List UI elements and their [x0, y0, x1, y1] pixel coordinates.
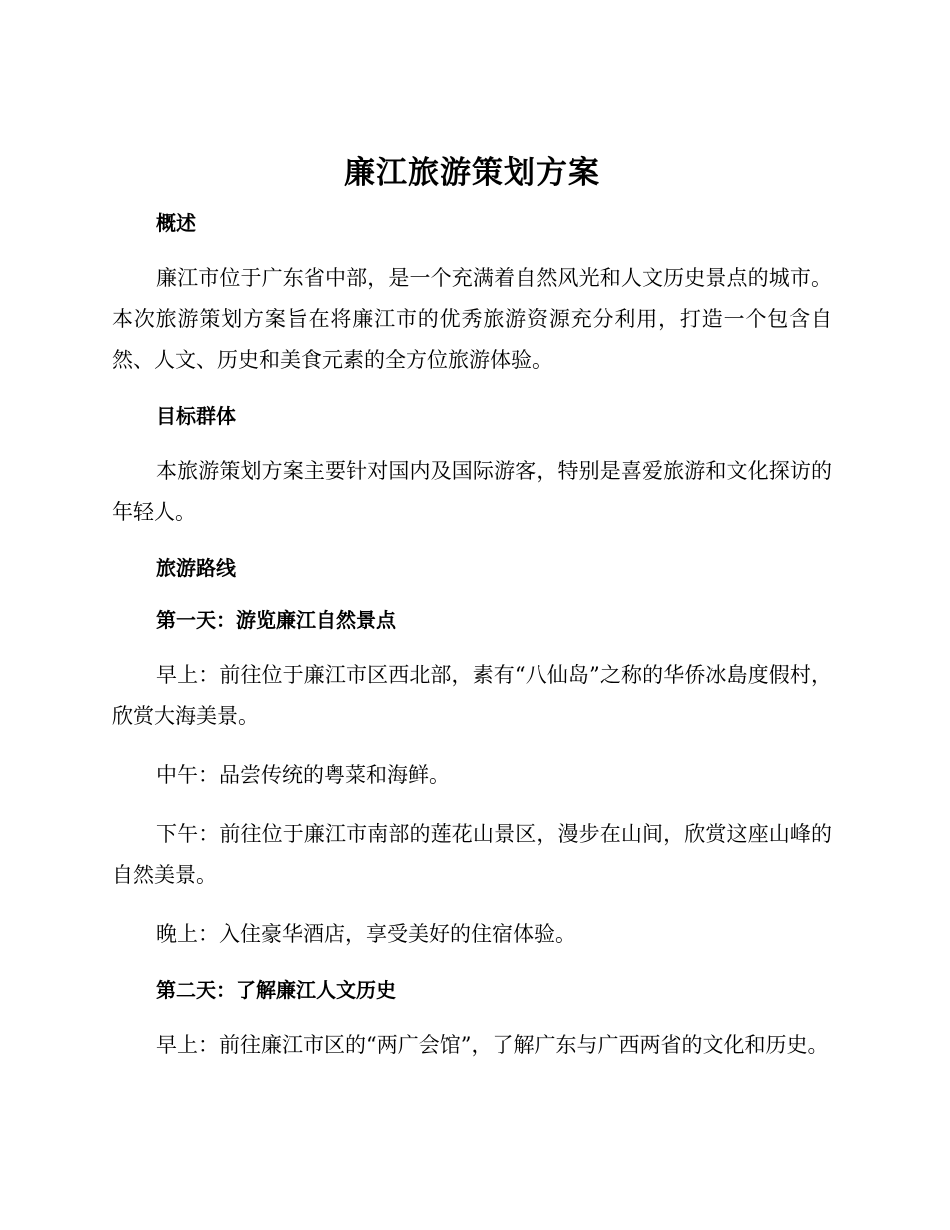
- day2-heading: 第二天：了解廉江人文历史: [156, 978, 396, 1002]
- day1-heading: 第一天：游览廉江自然景点: [156, 608, 396, 632]
- day2-morning-paragraph: 早上：前往廉江市区的“两广会馆”，了解广东与广西两省的文化和历史。: [156, 1033, 829, 1057]
- day1-afternoon-paragraph: 下午：前往位于廉江市南部的莲花山景区，漫步在山间，欣赏这座山峰的自然美景。: [112, 822, 832, 887]
- document-title: 廉江旅游策划方案: [344, 155, 600, 191]
- day1-noon-paragraph: 中午：品尝传统的粤菜和海鲜。: [156, 763, 450, 787]
- overview-paragraph: 廉江市位于广东省中部，是一个充满着自然风光和人文历史景点的城市。本次旅游策划方案旨在将廉江市的优秀旅游资源充分利用，打造一个包含自然、人文、历史和美食元素的全方位旅游体验。: [112, 266, 832, 372]
- target-paragraph: 本旅游策划方案主要针对国内及国际游客，特别是喜爱旅游和文化探访的年轻人。: [112, 459, 832, 524]
- section-heading-route: 旅游路线: [156, 556, 236, 580]
- document-body: [112, 150, 832, 1084]
- section-heading-overview: 概述: [156, 211, 196, 235]
- day1-evening-paragraph: 晚上：入住豪华酒店，享受美好的住宿体验。: [156, 922, 576, 946]
- day1-morning-paragraph: 早上：前往位于廉江市区西北部，素有“八仙岛”之称的华侨冰島度假村，欣赏大海美景。: [112, 663, 832, 728]
- section-heading-target: 目标群体: [156, 404, 236, 428]
